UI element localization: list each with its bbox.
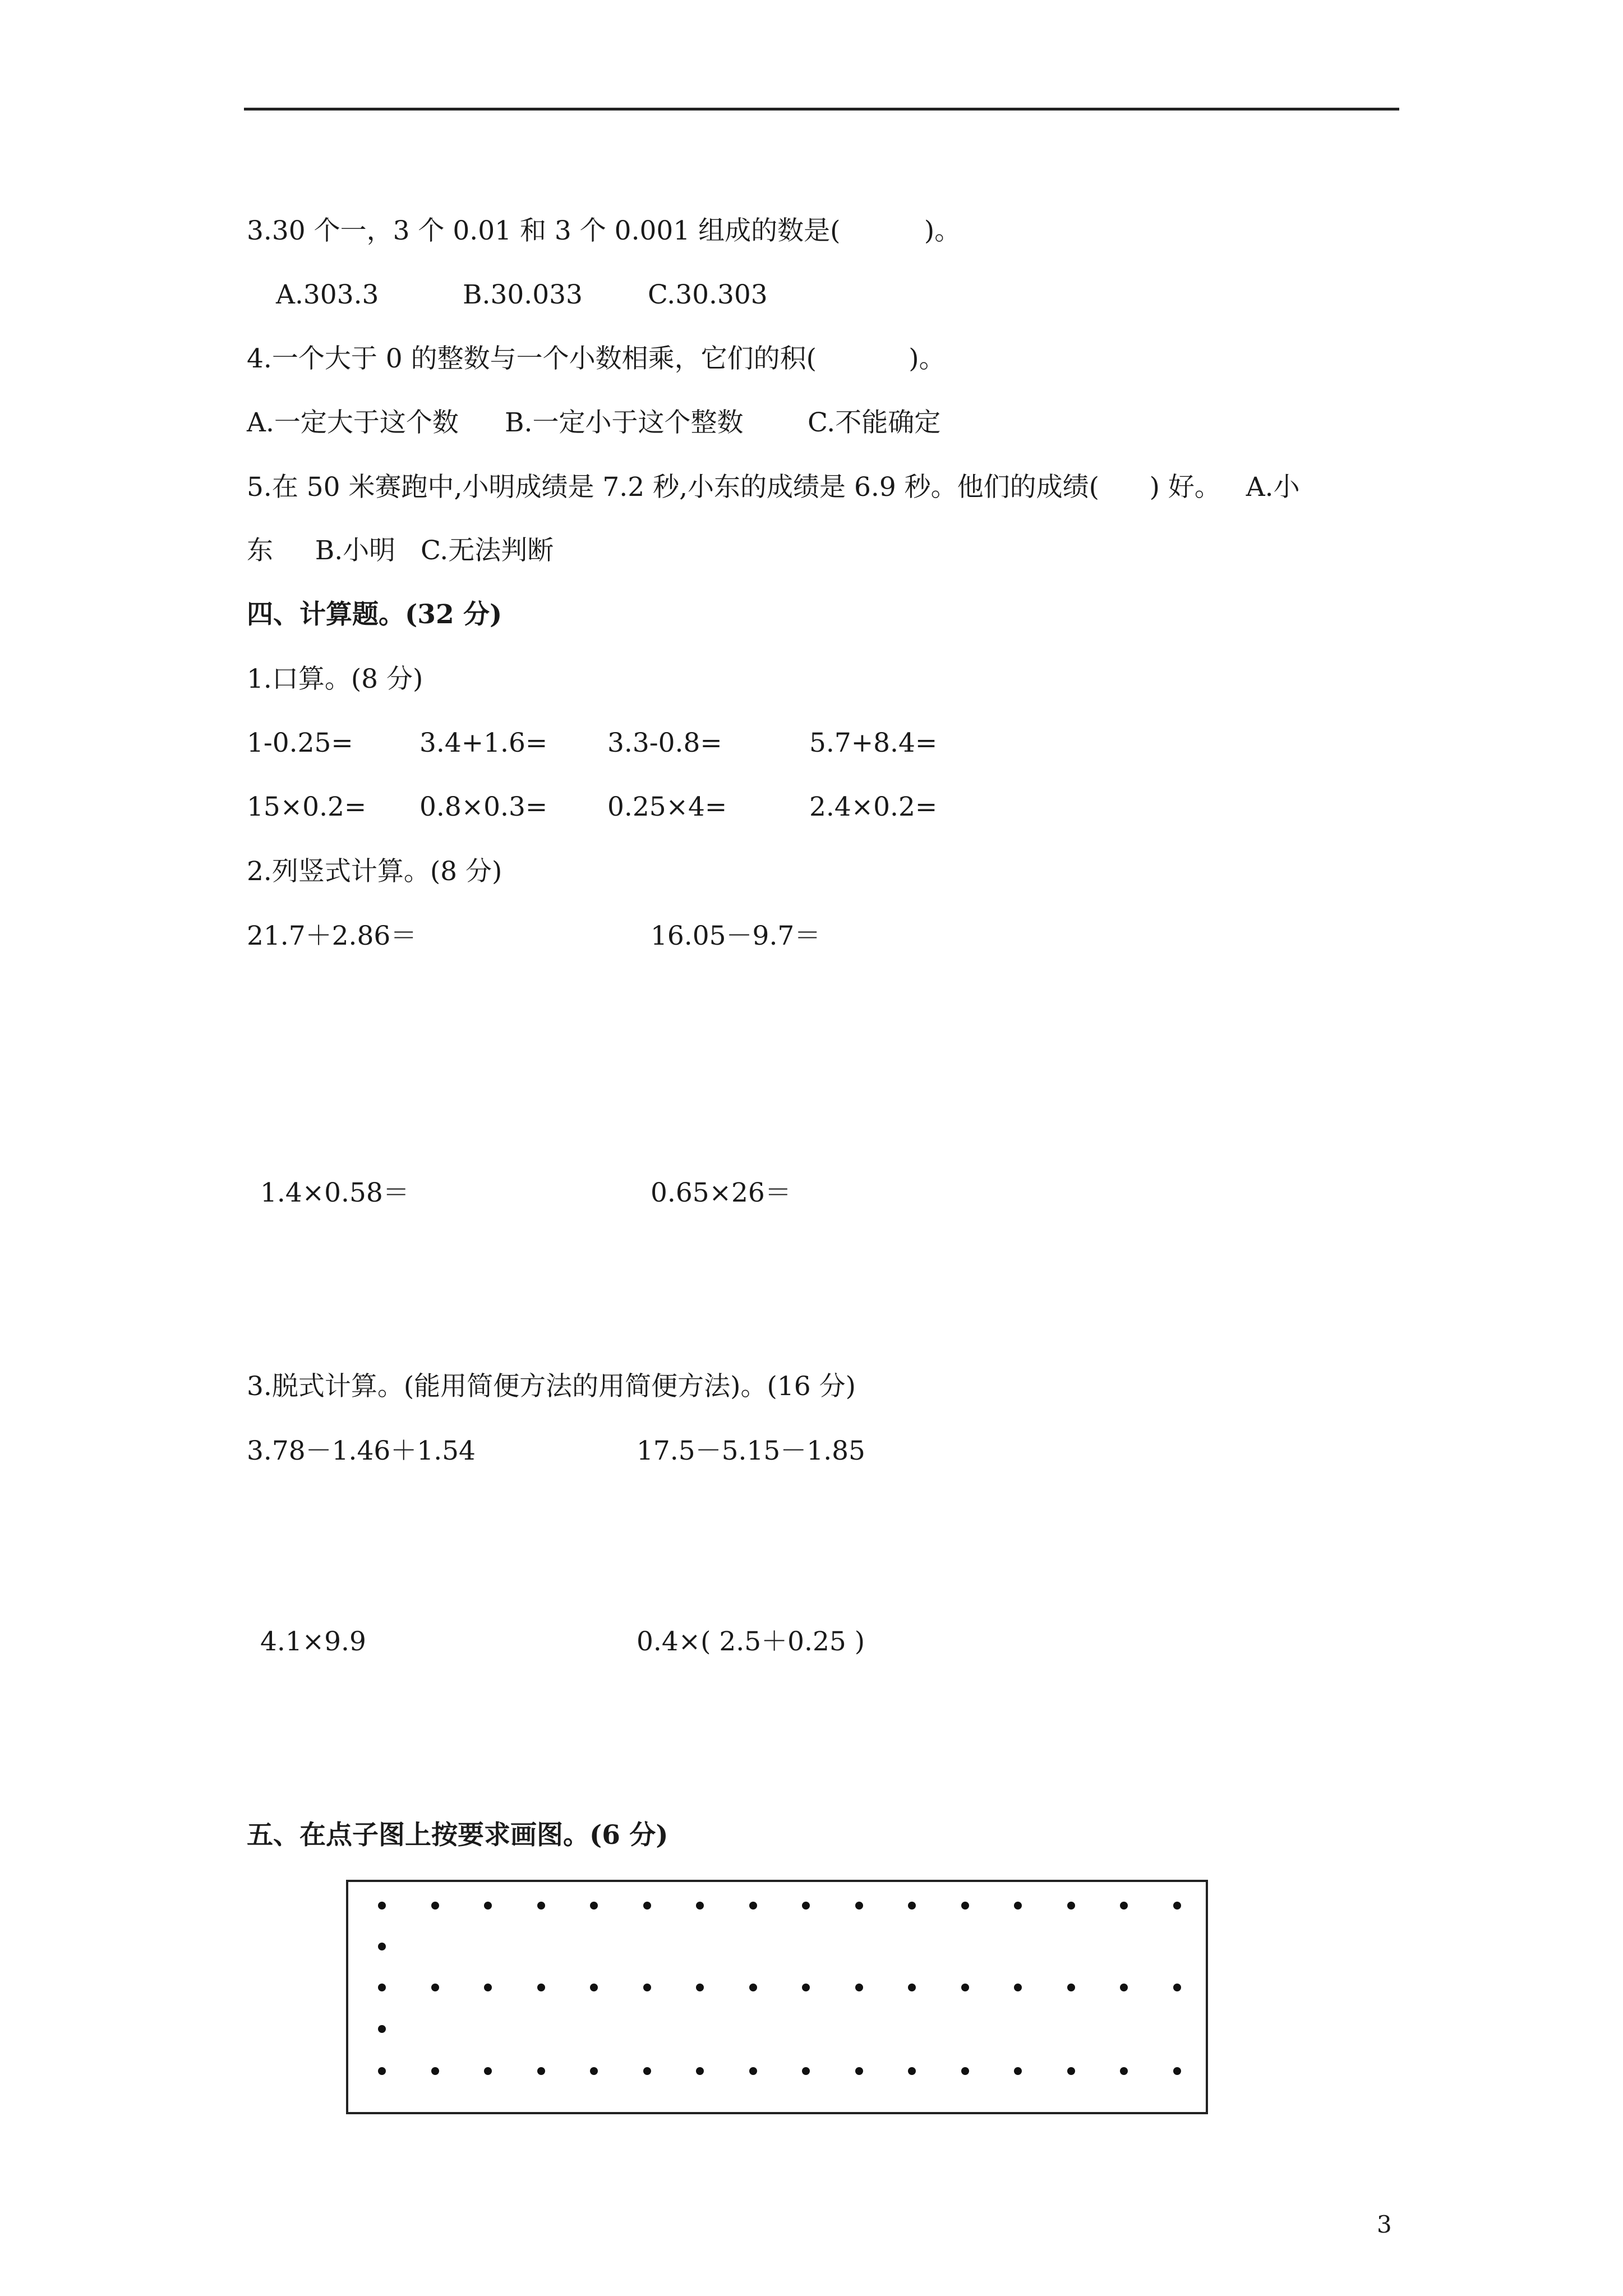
q3-option-a: A.303.3	[276, 279, 379, 310]
grid-dot[interactable]	[537, 1984, 545, 1991]
grid-dot[interactable]	[749, 1984, 757, 1991]
oral-calc-2-1: 15×0.2=	[247, 792, 367, 822]
q3-stem: 3.30 个一，3 个 0.01 和 3 个 0.001 组成的数是( )。	[247, 215, 961, 246]
grid-dot[interactable]	[590, 2067, 598, 2075]
grid-dot[interactable]	[749, 1902, 757, 1910]
q3-option-c: C.30.303	[648, 279, 768, 310]
vertical-calc-4: 0.65×26＝	[651, 1177, 791, 1208]
oral-calc-2-4: 2.4×0.2=	[809, 792, 938, 822]
q4-option-b: B.一定小于这个整数	[505, 407, 744, 438]
grid-dot[interactable]	[908, 2067, 916, 2075]
grid-dot[interactable]	[961, 1984, 969, 1991]
vertical-calc-1: 21.7＋2.86＝	[247, 921, 417, 951]
page-number: 3	[1377, 2211, 1392, 2238]
vertical-calc-3: 1.4×0.58＝	[260, 1177, 409, 1208]
q4-stem: 4.一个大于 0 的整数与一个小数相乘，它们的积( )。	[247, 343, 946, 374]
grid-dot[interactable]	[431, 1984, 439, 1991]
grid-dot[interactable]	[696, 1902, 704, 1910]
grid-dot[interactable]	[1173, 1902, 1181, 1910]
grid-dot[interactable]	[1120, 1984, 1128, 1991]
grid-dot[interactable]	[590, 1902, 598, 1910]
grid-dot[interactable]	[696, 2067, 704, 2075]
grid-dot[interactable]	[378, 1984, 386, 1991]
q4-option-c: C.不能确定	[808, 407, 941, 438]
oral-calc-1-3: 3.3-0.8=	[607, 728, 722, 758]
grid-dot[interactable]	[1173, 2067, 1181, 2075]
grid-dot[interactable]	[378, 1902, 386, 1910]
section4-heading: 四、计算题。(32 分)	[247, 599, 502, 630]
grid-dot[interactable]	[378, 1943, 386, 1950]
grid-dot[interactable]	[1014, 1984, 1022, 1991]
stepwise-calc-2: 17.5－5.15－1.85	[637, 1435, 865, 1466]
grid-dot[interactable]	[908, 1902, 916, 1910]
grid-dot[interactable]	[696, 1984, 704, 1991]
grid-dot[interactable]	[1120, 2067, 1128, 2075]
header-rule	[244, 108, 1399, 111]
grid-dot[interactable]	[1120, 1902, 1128, 1910]
grid-dot[interactable]	[1014, 2067, 1022, 2075]
grid-dot[interactable]	[484, 1902, 492, 1910]
grid-dot[interactable]	[431, 2067, 439, 2075]
part3-title: 3.脱式计算。(能用简便方法的用简便方法)。(16 分)	[247, 1371, 856, 1402]
grid-dot[interactable]	[537, 1902, 545, 1910]
grid-dot[interactable]	[749, 2067, 757, 2075]
oral-calc-2-3: 0.25×4=	[607, 792, 727, 822]
grid-dot[interactable]	[484, 1984, 492, 1991]
oral-calc-1-4: 5.7+8.4=	[809, 728, 938, 758]
grid-dot[interactable]	[1067, 1984, 1075, 1991]
part2-title: 2.列竖式计算。(8 分)	[247, 856, 502, 887]
q5-stem-line2: 东 B.小明 C.无法判断	[247, 535, 554, 566]
grid-dot[interactable]	[855, 1902, 863, 1910]
grid-dot[interactable]	[537, 2067, 545, 2075]
grid-dot[interactable]	[378, 2067, 386, 2075]
oral-calc-2-2: 0.8×0.3=	[419, 792, 548, 822]
grid-dot[interactable]	[802, 1902, 810, 1910]
grid-dot[interactable]	[855, 1984, 863, 1991]
dot-grid-box[interactable]	[346, 1880, 1208, 2114]
grid-dot[interactable]	[908, 1984, 916, 1991]
grid-dot[interactable]	[484, 2067, 492, 2075]
q5-stem-line1: 5.在 50 米赛跑中,小明成绩是 7.2 秒,小东的成绩是 6.9 秒。他们的成绩( ) 好。 A.小	[247, 472, 1300, 503]
vertical-calc-2: 16.05－9.7＝	[651, 921, 821, 951]
grid-dot[interactable]	[431, 1902, 439, 1910]
stepwise-calc-4: 0.4×( 2.5＋0.25 )	[637, 1626, 865, 1657]
q3-option-b: B.30.033	[463, 279, 583, 310]
grid-dot[interactable]	[643, 1902, 651, 1910]
grid-dot[interactable]	[855, 2067, 863, 2075]
stepwise-calc-1: 3.78－1.46＋1.54	[247, 1435, 476, 1466]
grid-dot[interactable]	[802, 1984, 810, 1991]
grid-dot[interactable]	[961, 2067, 969, 2075]
oral-calc-1-2: 3.4+1.6=	[419, 728, 548, 758]
grid-dot[interactable]	[643, 1984, 651, 1991]
oral-calc-1-1: 1-0.25=	[247, 728, 353, 758]
grid-dot[interactable]	[1173, 1984, 1181, 1991]
part1-title: 1.口算。(8 分)	[247, 664, 423, 694]
grid-dot[interactable]	[590, 1984, 598, 1991]
grid-dot[interactable]	[802, 2067, 810, 2075]
grid-dot[interactable]	[1067, 1902, 1075, 1910]
grid-dot[interactable]	[1014, 1902, 1022, 1910]
grid-dot[interactable]	[643, 2067, 651, 2075]
grid-dot[interactable]	[961, 1902, 969, 1910]
grid-dot[interactable]	[378, 2025, 386, 2033]
section5-heading: 五、在点子图上按要求画图。(6 分)	[247, 1820, 668, 1851]
stepwise-calc-3: 4.1×9.9	[260, 1626, 366, 1657]
grid-dot[interactable]	[1067, 2067, 1075, 2075]
q4-option-a: A.一定大于这个数	[247, 407, 459, 438]
